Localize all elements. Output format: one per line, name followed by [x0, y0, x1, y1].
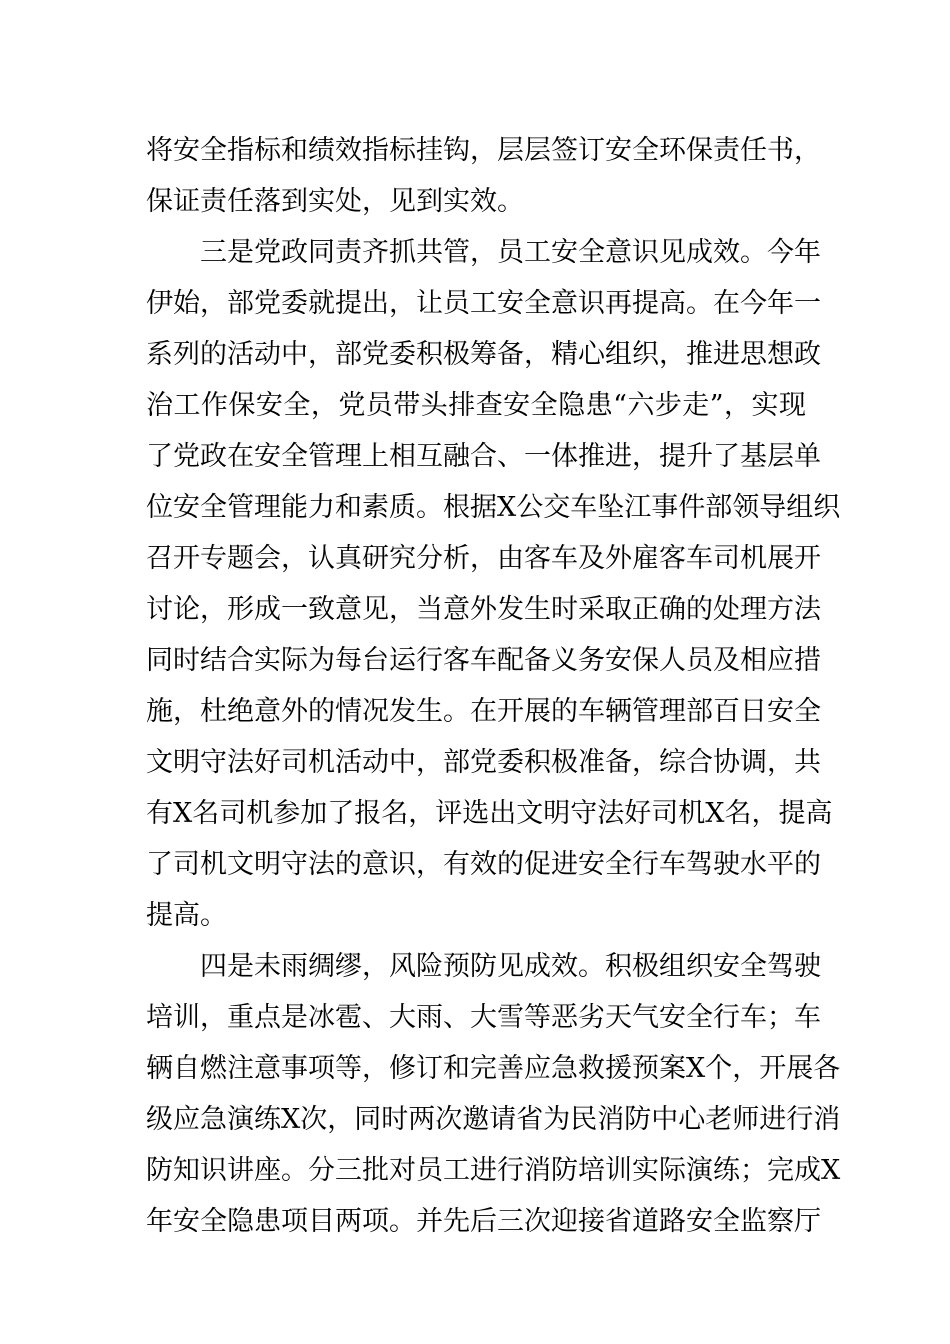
text-line-2: 保证责任落到实处，见到实效。	[146, 186, 524, 217]
text-line-8: 位安全管理能力和素质。根据X公交车坠江事件部领导组织	[146, 492, 841, 523]
text-line-7: 了党政在安全管理上相互融合、一体推进，提升了基层单	[146, 441, 821, 472]
text-line-3: 三是党政同责齐抓共管，员工安全意识见成效。今年	[200, 237, 821, 268]
text-line-6: 治工作保安全，党员带头排查安全隐患“六步走”，实现	[146, 390, 806, 421]
text-line-13: 文明守法好司机活动中，部党委积极准备，综合协调，共	[146, 747, 821, 778]
text-line-16: 提高。	[146, 900, 227, 931]
text-line-12: 施，杜绝意外的情况发生。在开展的车辆管理部百日安全	[146, 696, 821, 727]
text-line-11: 同时结合实际为每台运行客车配备义务安保人员及相应措	[146, 645, 821, 676]
text-line-5: 系列的活动中，部党委积极筹备，精心组织，推进思想政	[146, 339, 821, 370]
text-line-20: 级应急演练X次，同时两次邀请省为民消防中心老师进行消	[146, 1104, 841, 1135]
text-line-22: 年安全隐患项目两项。并先后三次迎接省道路安全监察厅	[146, 1206, 821, 1237]
text-line-9: 召开专题会，认真研究分析，由客车及外雇客车司机展开	[146, 543, 821, 574]
text-line-18: 培训，重点是冰雹、大雨、大雪等恶劣天气安全行车；车	[146, 1002, 821, 1033]
text-line-4: 伊始，部党委就提出，让员工安全意识再提高。在今年一	[146, 288, 821, 319]
text-line-10: 讨论，形成一致意见，当意外发生时采取正确的处理方法	[146, 594, 821, 625]
text-line-14: 有X名司机参加了报名，评选出文明守法好司机X名，提高	[146, 798, 833, 829]
text-line-19: 辆自燃注意事项等，修订和完善应急救援预案X个，开展各	[146, 1053, 841, 1084]
text-line-21: 防知识讲座。分三批对员工进行消防培训实际演练；完成X	[146, 1155, 841, 1186]
text-line-17: 四是未雨绸缪，风险预防见成效。积极组织安全驾驶	[200, 951, 821, 982]
text-line-15: 了司机文明守法的意识，有效的促进安全行车驾驶水平的	[146, 849, 821, 880]
text-line-1: 将安全指标和绩效指标挂钩，层层签订安全环保责任书，	[146, 135, 821, 166]
